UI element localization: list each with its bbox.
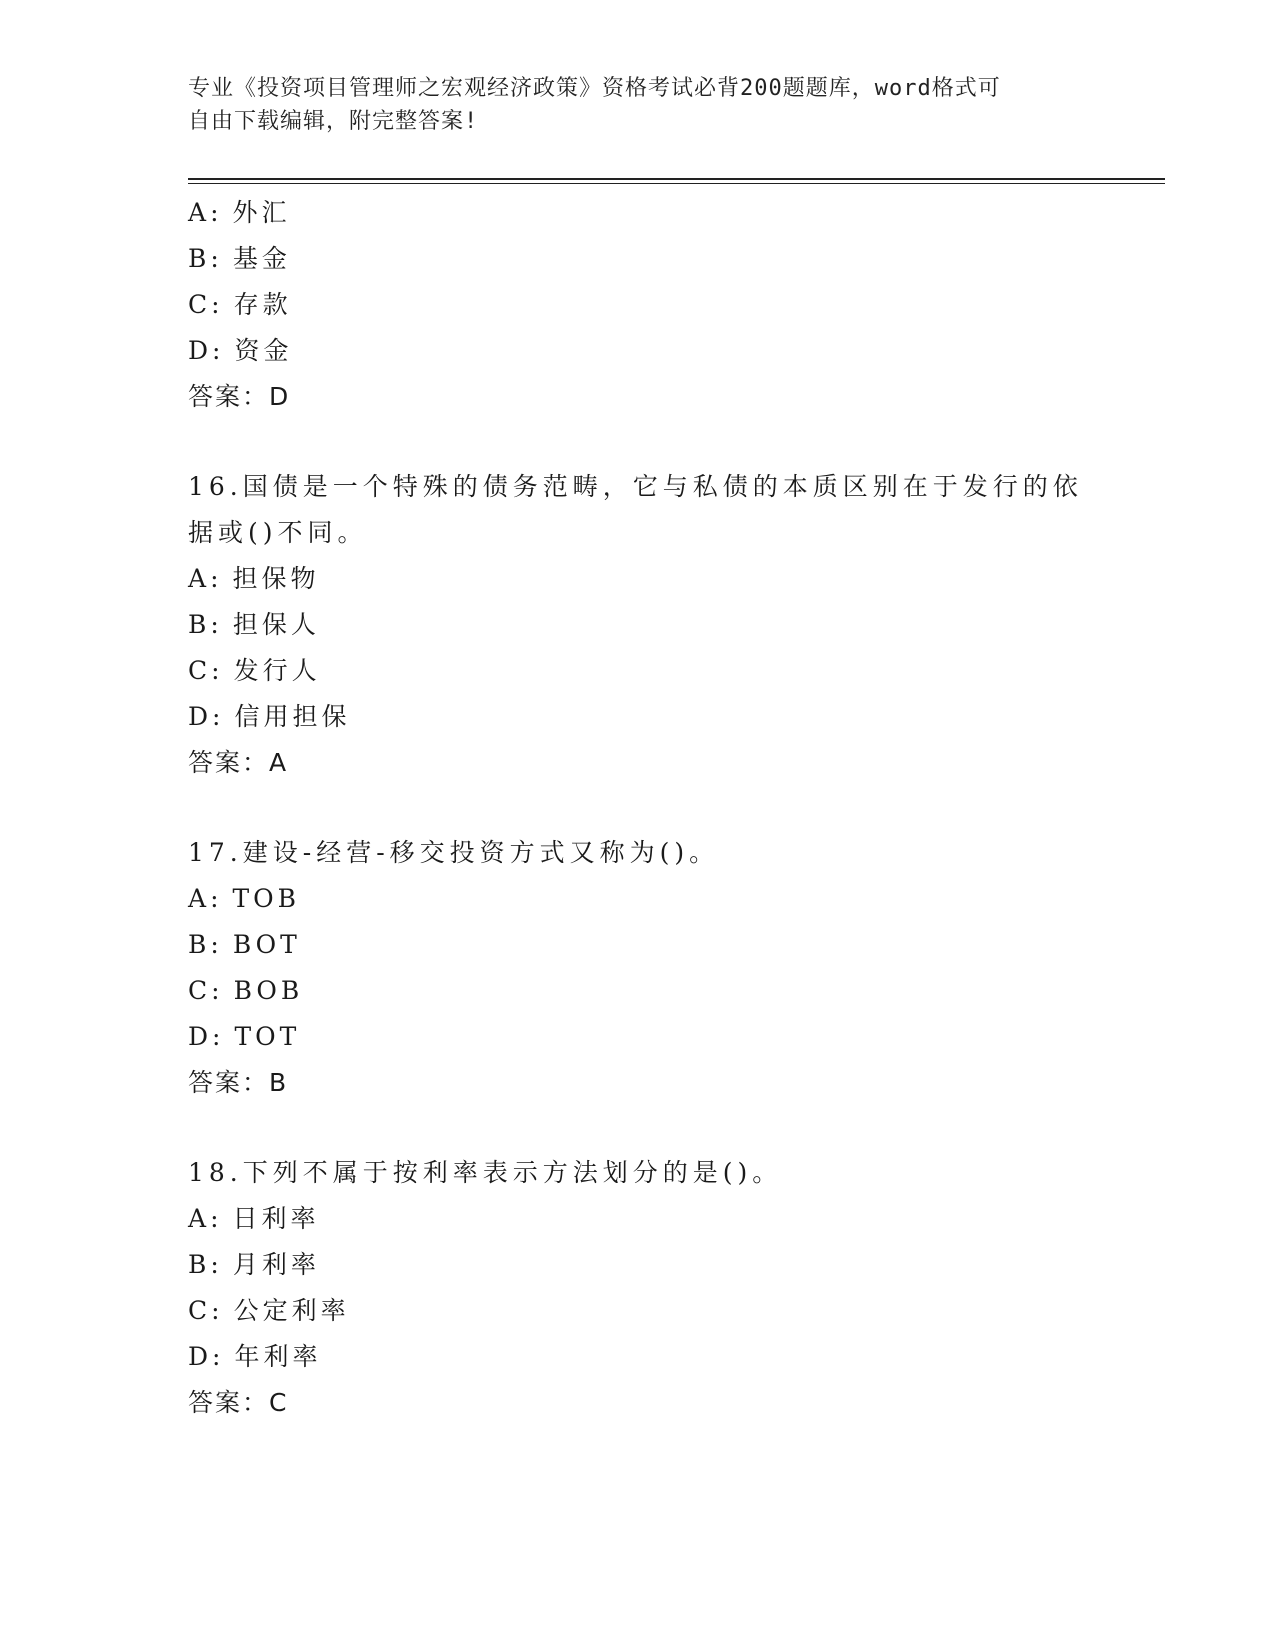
option-letter: A: [188, 198, 211, 227]
option-letter: C: [188, 656, 212, 685]
option-c: [188, 648, 1088, 694]
header-line-1: 专业《投资项目管理师之宏观经济政策》资格考试必背200题题库，word格式可: [188, 76, 1001, 101]
answer-value: C: [269, 1388, 289, 1417]
answer-line: [188, 1380, 1088, 1426]
option-c: [188, 282, 1088, 328]
option-separator: :: [210, 1204, 223, 1233]
answer-separator: ：: [242, 1388, 270, 1417]
option-c: [188, 968, 1088, 1014]
header-divider-thin: [188, 183, 1165, 184]
option-b: [188, 602, 1088, 648]
option-letter: D: [188, 336, 213, 365]
answer-value: D: [269, 382, 291, 411]
option-separator: :: [210, 610, 223, 639]
option-letter: B: [188, 610, 211, 639]
answer-value: A: [269, 748, 289, 777]
option-separator: :: [210, 564, 223, 593]
option-separator: :: [211, 976, 224, 1005]
question-text: [188, 1150, 1088, 1196]
answer-separator: ：: [242, 1068, 270, 1097]
option-letter: B: [188, 930, 211, 959]
option-separator: :: [212, 702, 225, 731]
question-number: 17.: [188, 838, 243, 867]
option-c: [188, 1288, 1088, 1334]
option-separator: :: [211, 1296, 224, 1325]
option-a: [188, 190, 1088, 236]
option-separator: :: [211, 656, 224, 685]
option-d: [188, 1014, 1088, 1060]
question-18: [188, 1150, 1088, 1426]
option-text: 日利率: [232, 1204, 320, 1233]
question-body: 下列不属于按利率表示方法划分的是()。: [242, 1158, 783, 1187]
question-text: [188, 830, 1088, 876]
option-text: 基金: [232, 244, 291, 273]
option-text: 年利率: [234, 1342, 322, 1371]
answer-line: [188, 374, 1088, 420]
option-letter: D: [188, 1342, 213, 1371]
option-letter: A: [188, 884, 211, 913]
header-line-2: 自由下载编辑，附完整答案!: [188, 109, 479, 134]
option-separator: :: [210, 884, 223, 913]
option-letter: D: [188, 1022, 213, 1051]
option-text: TOB: [232, 884, 301, 913]
option-text: TOT: [234, 1022, 301, 1051]
question-body: 建设-经营-移交投资方式又称为()。: [242, 838, 720, 867]
option-text: 担保人: [232, 610, 320, 639]
question-text: [188, 464, 1088, 556]
answer-line: [188, 1060, 1088, 1106]
answer-label: 答案: [188, 382, 243, 411]
answer-label: 答案: [188, 748, 243, 777]
answer-label: 答案: [188, 1068, 243, 1097]
question-16: [188, 464, 1088, 786]
option-b: [188, 1242, 1088, 1288]
option-text: 公定利率: [233, 1296, 350, 1325]
question-number: 16.: [188, 472, 243, 501]
header-divider-thick: [188, 178, 1165, 180]
option-a: [188, 1196, 1088, 1242]
option-text: 月利率: [232, 1250, 320, 1279]
question-list: [188, 190, 1088, 1426]
option-b: [188, 922, 1088, 968]
option-separator: :: [212, 336, 225, 365]
question-15-continued: [188, 190, 1088, 420]
option-letter: D: [188, 702, 213, 731]
option-separator: :: [210, 930, 223, 959]
option-text: 担保物: [232, 564, 320, 593]
option-text: 信用担保: [234, 702, 351, 731]
option-a: [188, 876, 1088, 922]
option-letter: C: [188, 1296, 212, 1325]
option-d: [188, 1334, 1088, 1380]
option-d: [188, 694, 1088, 740]
option-letter: B: [188, 244, 211, 273]
option-text: 外汇: [232, 198, 291, 227]
option-text: BOT: [232, 930, 301, 959]
option-b: [188, 236, 1088, 282]
option-separator: :: [210, 1250, 223, 1279]
option-separator: :: [211, 290, 224, 319]
option-letter: A: [188, 1204, 211, 1233]
question-body: 国债是一个特殊的债务范畴，它与私债的本质区别在于发行的依据或()不同。: [188, 472, 1083, 547]
option-text: 存款: [233, 290, 292, 319]
option-letter: A: [188, 564, 211, 593]
answer-label: 答案: [188, 1388, 243, 1417]
option-text: BOB: [233, 976, 304, 1005]
option-a: [188, 556, 1088, 602]
option-d: [188, 328, 1088, 374]
option-separator: :: [210, 244, 223, 273]
answer-value: B: [269, 1068, 289, 1097]
answer-separator: ：: [242, 748, 270, 777]
question-number: 18.: [188, 1158, 243, 1187]
question-17: [188, 830, 1088, 1106]
option-separator: :: [212, 1342, 225, 1371]
option-letter: C: [188, 976, 212, 1005]
option-separator: :: [210, 198, 223, 227]
answer-line: [188, 740, 1088, 786]
option-letter: B: [188, 1250, 211, 1279]
option-separator: :: [212, 1022, 225, 1051]
answer-separator: ：: [242, 382, 270, 411]
option-letter: C: [188, 290, 212, 319]
option-text: 发行人: [233, 656, 321, 685]
option-text: 资金: [234, 336, 293, 365]
document-header: [188, 72, 1088, 138]
